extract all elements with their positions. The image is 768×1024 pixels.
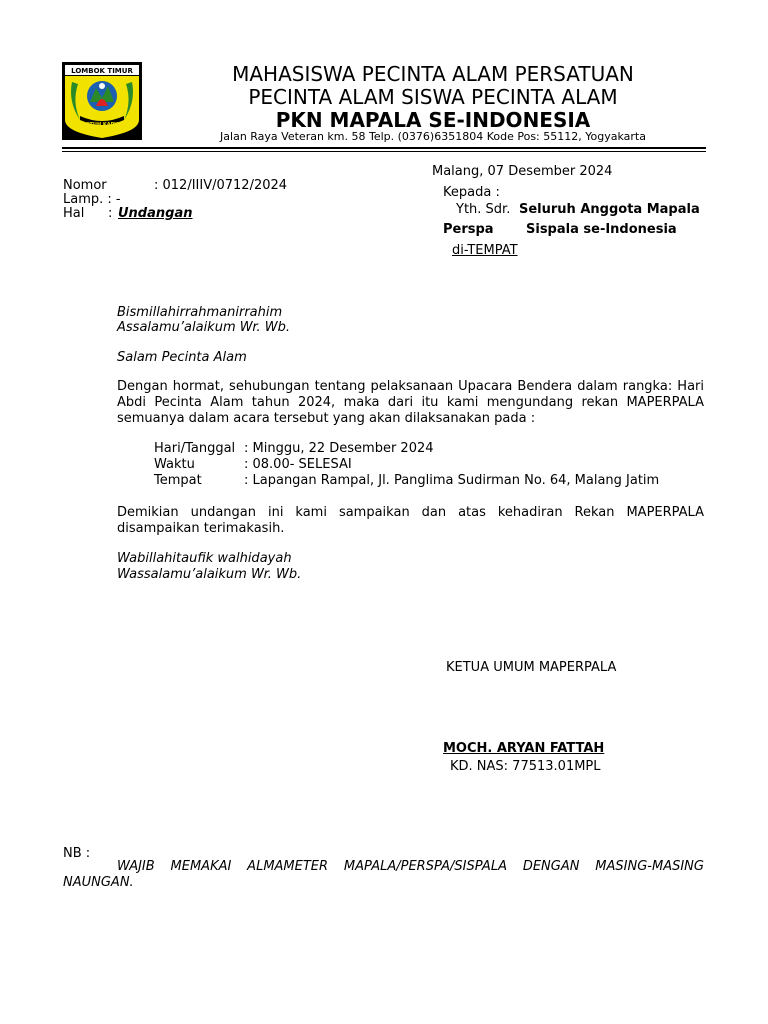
date-place: Malang, 07 Desember 2024 <box>432 164 613 179</box>
lampiran-label: Lamp. : - <box>63 192 121 207</box>
detail-label-date: Hari/Tanggal <box>154 441 236 456</box>
recipient-line-1: Seluruh Anggota Mapala <box>519 202 700 217</box>
closing-line-1: Wabillahitaufik walhidayah <box>117 551 292 566</box>
letterhead-address: Jalan Raya Veteran km. 58 Telp. (0376)6351804 Kode Pos: 55112, Yogyakarta <box>220 130 646 143</box>
detail-value-date: : Minggu, 22 Desember 2024 <box>244 441 434 456</box>
paragraph-closing: Demikian undangan ini kami sampaikan dan atas kehadiran Rekan MAPERPALA disampaikan terimakasih. <box>117 505 704 536</box>
detail-label-place: Tempat <box>154 473 202 488</box>
header-divider-thick <box>62 147 706 149</box>
recipient-kepada: Kepada : <box>443 185 500 200</box>
nomor-value: : 012/IIIV/0712/2024 <box>154 178 288 193</box>
recipient-di-tempat: di-TEMPAT <box>452 243 518 258</box>
salam-pecinta-alam: Salam Pecinta Alam <box>117 350 247 365</box>
note-text: WAJIB MEMAKAI ALMAMETER MAPALA/PERSPA/SISPALA DENGAN MASING-MASING NAUNGAN. <box>63 859 704 890</box>
closing-line-2: Wassalamu’alaikum Wr. Wb. <box>117 567 302 582</box>
svg-text:LOMBOK TIMUR: LOMBOK TIMUR <box>71 67 133 75</box>
note-label: NB : <box>63 846 91 861</box>
nomor-label: Nomor <box>63 178 107 193</box>
letterhead-line-2: PECINTA ALAM SISWA PECINTA ALAM <box>248 85 618 109</box>
bismillah: Bismillahirrahmanirrahim <box>117 305 283 320</box>
paragraph-intro: Dengan hormat, sehubungan tentang pelaksanaan Upacara Bendera dalam rangka: Hari Abdi Pecinta Alam tahun 2024, maka dari itu kami mengundang rekan MAPERPALA semuanya dalam acara tersebut yang akan dilaksanakan pada : <box>117 379 704 426</box>
recipient-yth: Yth. Sdr. <box>456 202 511 217</box>
header-divider-thin <box>62 151 706 152</box>
recipient-sispala: Sispala se-Indonesia <box>526 222 677 237</box>
hal-value: Undangan <box>118 206 193 221</box>
signature-nas: KD. NAS: 77513.01MPL <box>450 759 601 774</box>
letterhead-line-1: MAHASISWA PECINTA ALAM PERSATUAN <box>232 62 634 86</box>
detail-value-place: : Lapangan Rampal, Jl. Panglima Sudirman No. 64, Malang Jatim <box>244 473 660 488</box>
hal-label: Hal <box>63 206 85 221</box>
opening-salam: Assalamu’alaikum Wr. Wb. <box>117 320 291 335</box>
organization-logo <box>62 62 142 140</box>
signature-name: MOCH. ARYAN FATTAH <box>443 741 605 756</box>
logo-emblem-icon <box>62 62 142 140</box>
recipient-perspa: Perspa <box>443 222 494 237</box>
detail-value-time: : 08.00- SELESAI <box>244 457 352 472</box>
svg-text:PATUH KARYA: PATUH KARYA <box>82 122 122 128</box>
signature-title: KETUA UMUM MAPERPALA <box>446 660 617 675</box>
detail-label-time: Waktu <box>154 457 195 472</box>
letterhead-title: PKN MAPALA SE-INDONESIA <box>275 108 591 132</box>
hal-colon: : <box>108 206 113 221</box>
